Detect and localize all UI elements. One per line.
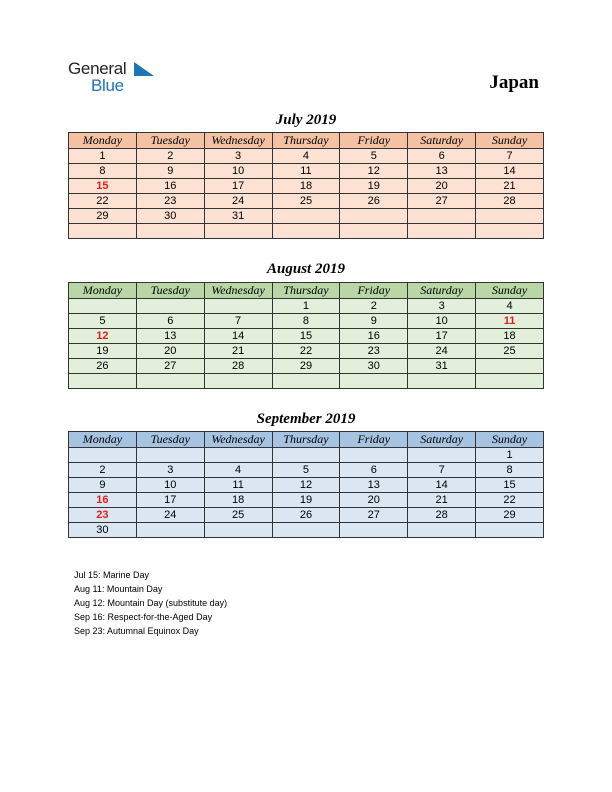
day-cell: 26 [340, 194, 408, 209]
day-cell: 19 [69, 344, 137, 359]
holiday-notes [74, 568, 227, 638]
week-row [69, 329, 544, 344]
day-cell: 14 [476, 164, 544, 179]
day-cell: 12 [340, 164, 408, 179]
day-cell: 23 [69, 508, 137, 523]
day-cell: 30 [340, 359, 408, 374]
empty-day-cell [408, 448, 476, 463]
day-cell: 20 [408, 179, 476, 194]
day-cell: 19 [340, 179, 408, 194]
day-cell: 13 [408, 164, 476, 179]
logo-text-general: General [68, 59, 127, 78]
day-cell: 5 [69, 314, 137, 329]
weekday-header-saturday: Saturday [408, 283, 476, 299]
empty-day-cell [204, 374, 272, 389]
week-row [69, 299, 544, 314]
week-row [69, 164, 544, 179]
month-title-september: September 2019 [256, 411, 356, 427]
weekday-header-tuesday: Tuesday [136, 432, 204, 448]
day-cell: 3 [204, 149, 272, 164]
day-cell: 11 [204, 478, 272, 493]
empty-day-cell [340, 448, 408, 463]
day-cell: 7 [408, 463, 476, 478]
empty-day-cell [272, 374, 340, 389]
calendar-july [68, 132, 544, 239]
weekday-header-friday: Friday [340, 283, 408, 299]
empty-day-cell [340, 209, 408, 224]
weekday-header-monday: Monday [69, 283, 137, 299]
day-cell: 31 [204, 209, 272, 224]
day-cell: 3 [136, 463, 204, 478]
empty-day-cell [69, 299, 137, 314]
day-cell: 29 [272, 359, 340, 374]
day-cell: 6 [340, 463, 408, 478]
calendar-august [68, 282, 544, 389]
day-cell: 4 [476, 299, 544, 314]
empty-day-cell [69, 448, 137, 463]
week-row [69, 314, 544, 329]
weekday-header-friday: Friday [340, 432, 408, 448]
day-cell: 17 [204, 179, 272, 194]
empty-day-cell [204, 299, 272, 314]
empty-day-cell [408, 224, 476, 239]
day-cell: 2 [340, 299, 408, 314]
weekday-header-row [69, 133, 544, 149]
empty-day-cell [272, 523, 340, 538]
day-cell: 21 [204, 344, 272, 359]
country-title: Japan [489, 72, 539, 93]
empty-day-cell [340, 374, 408, 389]
week-row [69, 209, 544, 224]
day-cell: 31 [408, 359, 476, 374]
day-cell: 21 [408, 493, 476, 508]
day-cell: 16 [136, 179, 204, 194]
day-cell: 5 [272, 463, 340, 478]
day-cell: 27 [136, 359, 204, 374]
day-cell: 28 [408, 508, 476, 523]
day-cell: 3 [408, 299, 476, 314]
empty-day-cell [69, 374, 137, 389]
empty-day-cell [136, 374, 204, 389]
weekday-header-sunday: Sunday [476, 432, 544, 448]
weekday-header-thursday: Thursday [272, 133, 340, 149]
day-cell: 25 [476, 344, 544, 359]
weekday-header-sunday: Sunday [476, 133, 544, 149]
day-cell: 29 [69, 209, 137, 224]
day-cell: 23 [136, 194, 204, 209]
day-cell: 4 [204, 463, 272, 478]
week-row [69, 224, 544, 239]
week-row [69, 478, 544, 493]
weekday-header-sunday: Sunday [476, 283, 544, 299]
day-cell: 18 [272, 179, 340, 194]
day-cell: 15 [476, 478, 544, 493]
weekday-header-monday: Monday [69, 133, 137, 149]
weekday-header-saturday: Saturday [408, 432, 476, 448]
day-cell: 16 [69, 493, 137, 508]
weekday-header-saturday: Saturday [408, 133, 476, 149]
day-cell: 18 [204, 493, 272, 508]
month-title-august: August 2019 [267, 261, 345, 277]
week-row [69, 344, 544, 359]
weekday-header-friday: Friday [340, 133, 408, 149]
weekday-header-thursday: Thursday [272, 432, 340, 448]
empty-day-cell [476, 359, 544, 374]
day-cell: 12 [69, 329, 137, 344]
calendar-september [68, 431, 544, 538]
day-cell: 13 [136, 329, 204, 344]
week-row [69, 149, 544, 164]
holiday-note: Aug 11: Mountain Day [74, 584, 163, 594]
day-cell: 29 [476, 508, 544, 523]
day-cell: 22 [476, 493, 544, 508]
month-title-july: July 2019 [275, 112, 337, 128]
week-row [69, 448, 544, 463]
day-cell: 24 [136, 508, 204, 523]
weekday-header-wednesday: Wednesday [204, 432, 272, 448]
empty-day-cell [272, 209, 340, 224]
empty-day-cell [204, 523, 272, 538]
holiday-note: Jul 15: Marine Day [74, 570, 150, 580]
weekday-header-wednesday: Wednesday [204, 283, 272, 299]
day-cell: 10 [408, 314, 476, 329]
day-cell: 17 [408, 329, 476, 344]
day-cell: 20 [340, 493, 408, 508]
day-cell: 24 [204, 194, 272, 209]
empty-day-cell [136, 224, 204, 239]
empty-day-cell [69, 224, 137, 239]
holiday-note: Aug 12: Mountain Day (substitute day) [74, 598, 228, 608]
day-cell: 7 [204, 314, 272, 329]
week-row [69, 179, 544, 194]
weekday-header-tuesday: Tuesday [136, 283, 204, 299]
weekday-header-tuesday: Tuesday [136, 133, 204, 149]
day-cell: 4 [272, 149, 340, 164]
day-cell: 23 [340, 344, 408, 359]
day-cell: 11 [272, 164, 340, 179]
day-cell: 8 [272, 314, 340, 329]
day-cell: 22 [69, 194, 137, 209]
day-cell: 12 [272, 478, 340, 493]
holiday-note: Sep 23: Autumnal Equinox Day [74, 626, 199, 636]
day-cell: 10 [136, 478, 204, 493]
day-cell: 20 [136, 344, 204, 359]
day-cell: 22 [272, 344, 340, 359]
logo [68, 60, 126, 94]
empty-day-cell [476, 523, 544, 538]
empty-day-cell [136, 299, 204, 314]
empty-day-cell [136, 448, 204, 463]
day-cell: 15 [69, 179, 137, 194]
empty-day-cell [204, 448, 272, 463]
day-cell: 16 [340, 329, 408, 344]
day-cell: 14 [204, 329, 272, 344]
holiday-note: Sep 16: Respect-for-the-Aged Day [74, 612, 213, 622]
day-cell: 28 [204, 359, 272, 374]
day-cell: 8 [69, 164, 137, 179]
day-cell: 25 [272, 194, 340, 209]
day-cell: 21 [476, 179, 544, 194]
weekday-header-row [69, 432, 544, 448]
logo-text-blue: Blue [91, 76, 124, 95]
day-cell: 18 [476, 329, 544, 344]
day-cell: 7 [476, 149, 544, 164]
day-cell: 17 [136, 493, 204, 508]
week-row [69, 523, 544, 538]
day-cell: 14 [408, 478, 476, 493]
empty-day-cell [408, 209, 476, 224]
empty-day-cell [340, 224, 408, 239]
week-row [69, 493, 544, 508]
day-cell: 11 [476, 314, 544, 329]
day-cell: 2 [69, 463, 137, 478]
day-cell: 27 [340, 508, 408, 523]
weekday-header-monday: Monday [69, 432, 137, 448]
day-cell: 19 [272, 493, 340, 508]
day-cell: 9 [69, 478, 137, 493]
empty-day-cell [476, 224, 544, 239]
day-cell: 27 [408, 194, 476, 209]
empty-day-cell [408, 523, 476, 538]
day-cell: 25 [204, 508, 272, 523]
day-cell: 15 [272, 329, 340, 344]
day-cell: 5 [340, 149, 408, 164]
empty-day-cell [136, 523, 204, 538]
weekday-header-wednesday: Wednesday [204, 133, 272, 149]
weekday-header-thursday: Thursday [272, 283, 340, 299]
week-row [69, 463, 544, 478]
day-cell: 9 [136, 164, 204, 179]
logo-flag-icon [134, 62, 154, 76]
week-row [69, 508, 544, 523]
day-cell: 2 [136, 149, 204, 164]
empty-day-cell [476, 374, 544, 389]
day-cell: 1 [69, 149, 137, 164]
empty-day-cell [204, 224, 272, 239]
day-cell: 10 [204, 164, 272, 179]
day-cell: 24 [408, 344, 476, 359]
day-cell: 26 [272, 508, 340, 523]
week-row [69, 374, 544, 389]
day-cell: 26 [69, 359, 137, 374]
day-cell: 28 [476, 194, 544, 209]
empty-day-cell [272, 224, 340, 239]
empty-day-cell [340, 523, 408, 538]
day-cell: 30 [136, 209, 204, 224]
day-cell: 1 [476, 448, 544, 463]
day-cell: 13 [340, 478, 408, 493]
day-cell: 1 [272, 299, 340, 314]
week-row [69, 359, 544, 374]
day-cell: 8 [476, 463, 544, 478]
day-cell: 6 [136, 314, 204, 329]
week-row [69, 194, 544, 209]
empty-day-cell [476, 209, 544, 224]
empty-day-cell [408, 374, 476, 389]
day-cell: 6 [408, 149, 476, 164]
weekday-header-row [69, 283, 544, 299]
day-cell: 30 [69, 523, 137, 538]
empty-day-cell [272, 448, 340, 463]
day-cell: 9 [340, 314, 408, 329]
